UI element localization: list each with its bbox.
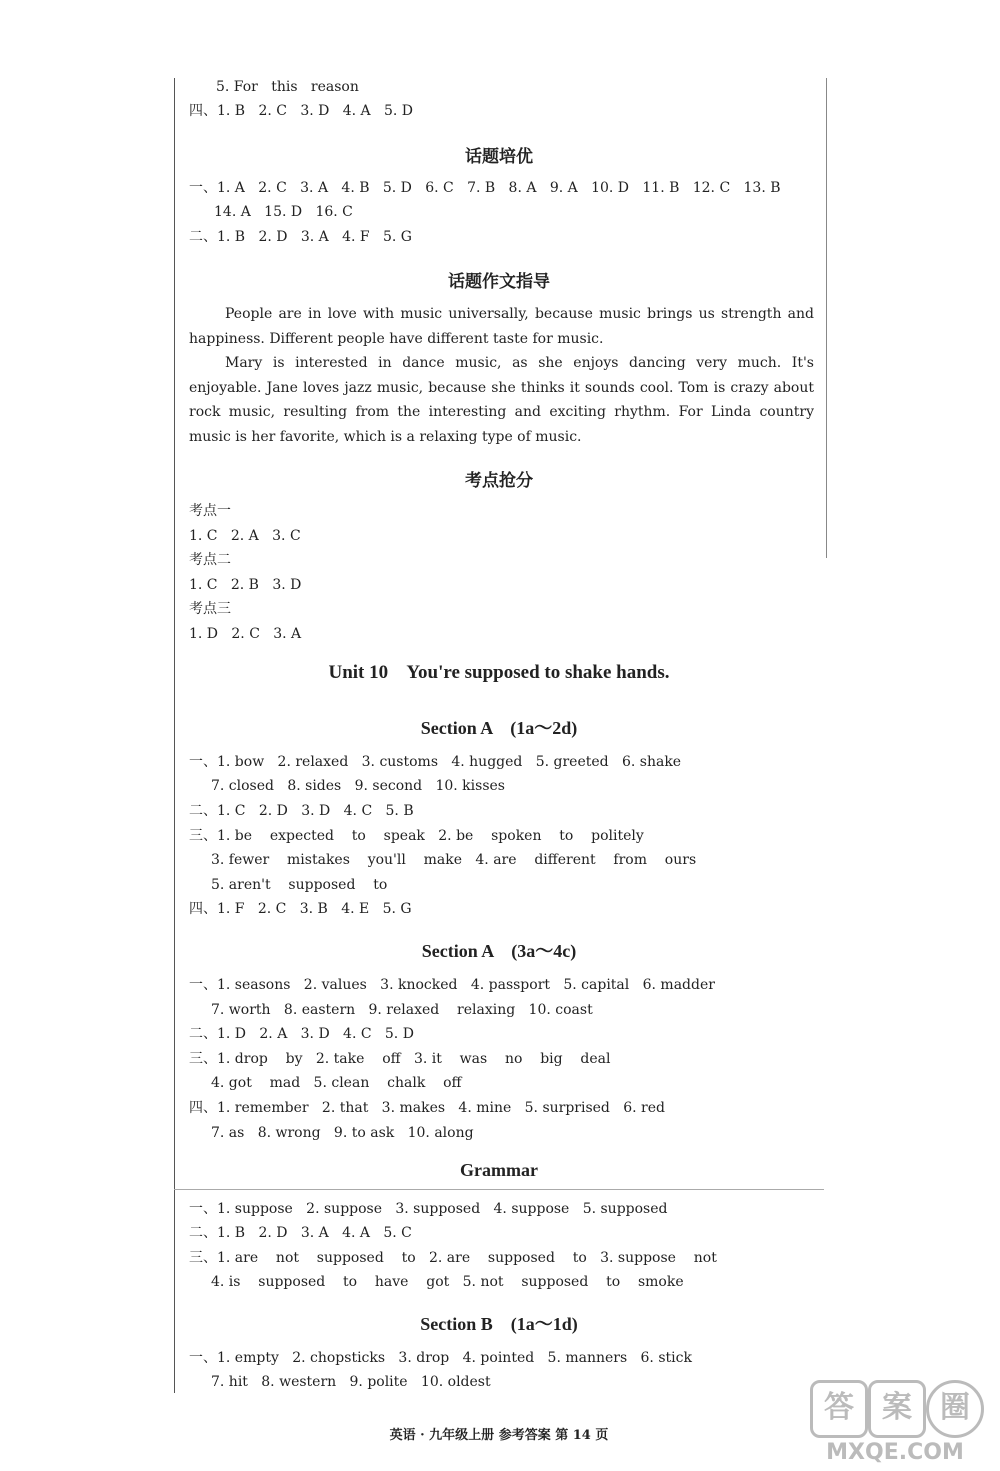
answer-line: 四、1. F 2. C 3. B 4. E 5. G [189,901,412,917]
watermark-logo [810,1380,980,1465]
watermark-char: 圈 [926,1380,984,1438]
answer-line: 14. A 15. D 16. C [214,204,353,220]
answer-line: 5. For this reason [216,79,359,95]
answer-line: 四、1. B 2. C 3. D 4. A 5. D [189,103,413,119]
section-heading-b1: Section B (1a～1d) [420,1314,578,1334]
section-heading-grammar: Grammar [460,1160,538,1180]
composition-text: Mary is interested in dance music, as she enjoys dancing very much. It's enjoyable. Jane loves jazz music, because she thinks it sounds cool. Tom is crazy about rock music, resulting from the interesting and exciting rhythm. For Linda country music is her favorite, which is a relaxing type of music. [189,355,814,445]
section-heading-a2: Section A (3a～4c) [421,941,577,961]
section-heading-topic-training: 话题培优 [465,147,533,167]
section-heading-composition: 话题作文指导 [448,272,550,292]
answer-line: 二、1. B 2. D 3. A 4. F 5. G [189,229,412,245]
answer-line: 二、1. D 2. A 3. D 4. C 5. D [189,1026,414,1042]
answer-line: 4. got mad 5. clean chalk off [211,1075,462,1091]
watermark-char: 案 [868,1380,926,1438]
right-border-line [826,78,827,558]
answer-line: 一、1. A 2. C 3. A 4. B 5. D 6. C 7. B 8. A 9. A 10. D 11. B 12. C 13. B [189,180,781,196]
composition-paragraph-1 [189,302,814,351]
answer-line: 一、1. empty 2. chopsticks 3. drop 4. pointed 5. manners 6. stick [189,1350,692,1366]
answer-line: 1. C 2. B 3. D [189,577,302,593]
answer-line: 一、1. suppose 2. suppose 3. supposed 4. suppose 5. supposed [189,1201,668,1217]
watermark-char: 答 [810,1380,868,1438]
unit-title: Unit 10 You're supposed to shake hands. [328,662,670,683]
composition-text: People are in love with music universally, because music brings us strength and happiness. Different people have different taste for music. [189,306,814,347]
watermark-url: MXQE.COM [826,1440,964,1465]
page-footer: 英语 · 九年级上册 参考答案 第 14 页 [389,1428,609,1443]
composition-paragraph-2 [189,351,814,449]
answer-line: 一、1. bow 2. relaxed 3. customs 4. hugged 5. greeted 6. shake [189,754,682,770]
answer-line: 1. C 2. A 3. C [189,528,301,544]
exam-point-label: 考点二 [189,552,231,568]
answer-line: 一、1. seasons 2. values 3. knocked 4. passport 5. capital 6. madder [189,977,715,993]
section-heading-a1: Section A (1a～2d) [420,718,578,738]
answer-line: 四、1. remember 2. that 3. makes 4. mine 5. surprised 6. red [189,1100,665,1116]
answer-line: 5. aren't supposed to [211,877,388,893]
exam-point-label: 考点三 [189,601,231,617]
exam-point-label: 考点一 [189,503,231,519]
answer-line: 7. worth 8. eastern 9. relaxed relaxing 10. coast [211,1002,593,1018]
answer-line: 二、1. B 2. D 3. A 4. A 5. C [189,1225,412,1241]
answer-line: 三、1. be expected to speak 2. be spoken to politely [189,828,644,844]
answer-line: 二、1. C 2. D 3. D 4. C 5. B [189,803,414,819]
answer-line: 7. closed 8. sides 9. second 10. kisses [211,778,505,794]
answer-line: 7. as 8. wrong 9. to ask 10. along [211,1125,474,1141]
answer-line: 1. D 2. C 3. A [189,626,302,642]
answer-line: 3. fewer mistakes you'll make 4. are different from ours [211,852,697,868]
divider [174,1189,824,1190]
answer-line: 7. hit 8. western 9. polite 10. oldest [211,1374,491,1390]
answer-line: 三、1. drop by 2. take off 3. it was no big deal [189,1051,611,1067]
answer-line: 4. is supposed to have got 5. not supposed to smoke [211,1274,684,1290]
answer-line: 三、1. are not supposed to 2. are supposed to 3. suppose not [189,1250,717,1266]
section-heading-exam-points: 考点抢分 [465,471,533,491]
